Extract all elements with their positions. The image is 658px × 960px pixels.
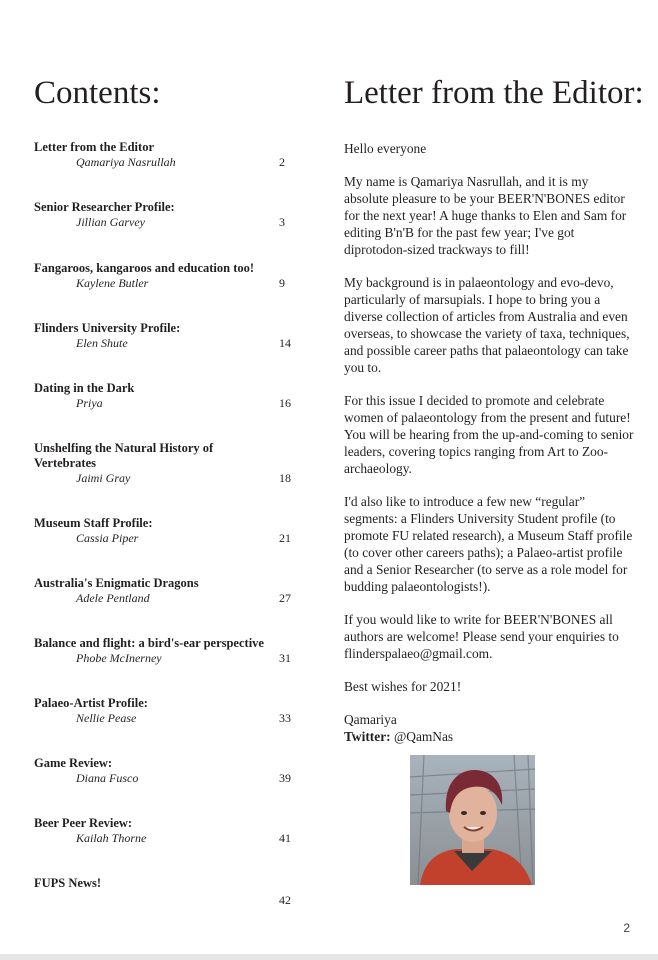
toc-author: Kaylene Butler xyxy=(76,276,149,290)
toc-entry xyxy=(34,576,294,606)
toc-page: 42 xyxy=(279,893,291,907)
toc-entry xyxy=(34,696,294,726)
bottom-strip xyxy=(0,954,658,960)
page-number: 2 xyxy=(623,921,630,935)
toc-page: 39 xyxy=(279,771,291,785)
toc-title: FUPS News! xyxy=(34,876,102,890)
toc-entry xyxy=(34,876,294,907)
toc-author: Qamariya Nasrullah xyxy=(76,155,176,169)
letter-paragraph: If you would like to write for BEER'N'BONES all authors are welcome! Please send your enquiries to flinderspalaeo@gmail.com. xyxy=(344,612,619,661)
toc-page: 21 xyxy=(279,531,291,545)
toc-page: 9 xyxy=(279,276,285,290)
toc-author: Jillian Garvey xyxy=(76,215,145,229)
toc-title: Letter from the Editor xyxy=(34,140,154,154)
toc-author: Nellie Pease xyxy=(76,711,137,725)
toc-author: Kailah Thorne xyxy=(76,831,147,845)
editor-photo xyxy=(410,755,535,885)
toc-author: Elen Shute xyxy=(76,336,128,350)
toc-title: Beer Peer Review: xyxy=(34,816,133,830)
toc-entry xyxy=(34,441,291,486)
toc-entry xyxy=(34,140,294,170)
twitter-handle: @QamNas xyxy=(390,729,454,744)
letter-body xyxy=(344,140,634,745)
toc-title: Flinders University Profile: xyxy=(34,321,181,335)
toc-entry xyxy=(34,516,294,546)
toc-title: Game Review: xyxy=(34,756,113,770)
toc-entry xyxy=(34,816,294,846)
letter-greeting: Hello everyone xyxy=(344,141,427,156)
toc-page: 14 xyxy=(279,336,291,350)
toc-author: Priya xyxy=(76,396,103,410)
toc-page: 27 xyxy=(279,591,291,605)
toc-page: 41 xyxy=(279,831,291,845)
toc-title: Balance and flight: a bird's-ear perspective xyxy=(34,636,264,650)
toc-page: 16 xyxy=(279,396,291,410)
toc-entry xyxy=(34,261,294,291)
toc-page: 18 xyxy=(279,471,291,485)
twitter-label: Twitter: xyxy=(344,729,391,744)
toc-entry xyxy=(34,756,294,786)
letter-paragraph: My background is in palaeontology and evo-devo, particularly of marsupials. I hope to bring you a diverse collection of articles from Australia and even overseas, to showcase the variety of taxa, techniques, and possible career paths that palaeontology can take you to. xyxy=(344,275,630,375)
toc-author: Diana Fusco xyxy=(76,771,139,785)
toc-title: Dating in the Dark xyxy=(34,381,135,395)
toc-entry xyxy=(34,636,314,666)
contents-heading: Contents: xyxy=(34,75,161,111)
toc-page: 3 xyxy=(279,215,285,229)
toc-title: Unshelfing the Natural History of Vertebrates xyxy=(34,441,214,470)
toc-title: Australia's Enigmatic Dragons xyxy=(34,576,199,590)
toc-author: Cassia Piper xyxy=(76,531,139,545)
letter-signature: Qamariya xyxy=(344,712,397,727)
toc-page: 2 xyxy=(279,155,285,169)
toc-title: Museum Staff Profile: xyxy=(34,516,153,530)
twitter-line xyxy=(344,728,634,745)
toc-author: Jaimi Gray xyxy=(76,471,131,485)
toc-entry xyxy=(34,381,294,411)
letter-paragraph: My name is Qamariya Nasrullah, and it is my absolute pleasure to be your BEER'N'BONES editor for the next year! A huge thanks to Elen and Sam for editing B'n'B for the past few year; I've got diprotodon-sized trackways to fill! xyxy=(344,174,627,257)
toc-author: Adele Pentland xyxy=(76,591,150,605)
toc-title: Palaeo-Artist Profile: xyxy=(34,696,148,710)
letter-closing: Best wishes for 2021! xyxy=(344,679,462,694)
toc-entry xyxy=(34,321,294,351)
toc-page: 33 xyxy=(279,711,291,725)
toc-title: Fangaroos, kangaroos and education too! xyxy=(34,261,255,275)
toc-entry xyxy=(34,200,294,230)
toc-author: Phobe McInerney xyxy=(76,651,162,665)
letter-heading: Letter from the Editor: xyxy=(344,75,644,111)
letter-paragraph: I'd also like to introduce a few new “regular” segments: a Flinders University Student profile (to promote FU related research), a Museum Staff profile (to cover other careers paths); a Palaeo-artist profile and a Senior Researcher (to serve as a role model for budding palaeontologists!). xyxy=(344,494,633,594)
toc-page: 31 xyxy=(279,651,291,665)
toc-title: Senior Researcher Profile: xyxy=(34,200,175,214)
letter-paragraph: For this issue I decided to promote and celebrate women of palaeontology from the present and future! You will be hearing from the up-and-coming to senior leaders, covering topics ranging from Art to Zoo-archaeology. xyxy=(344,393,634,476)
